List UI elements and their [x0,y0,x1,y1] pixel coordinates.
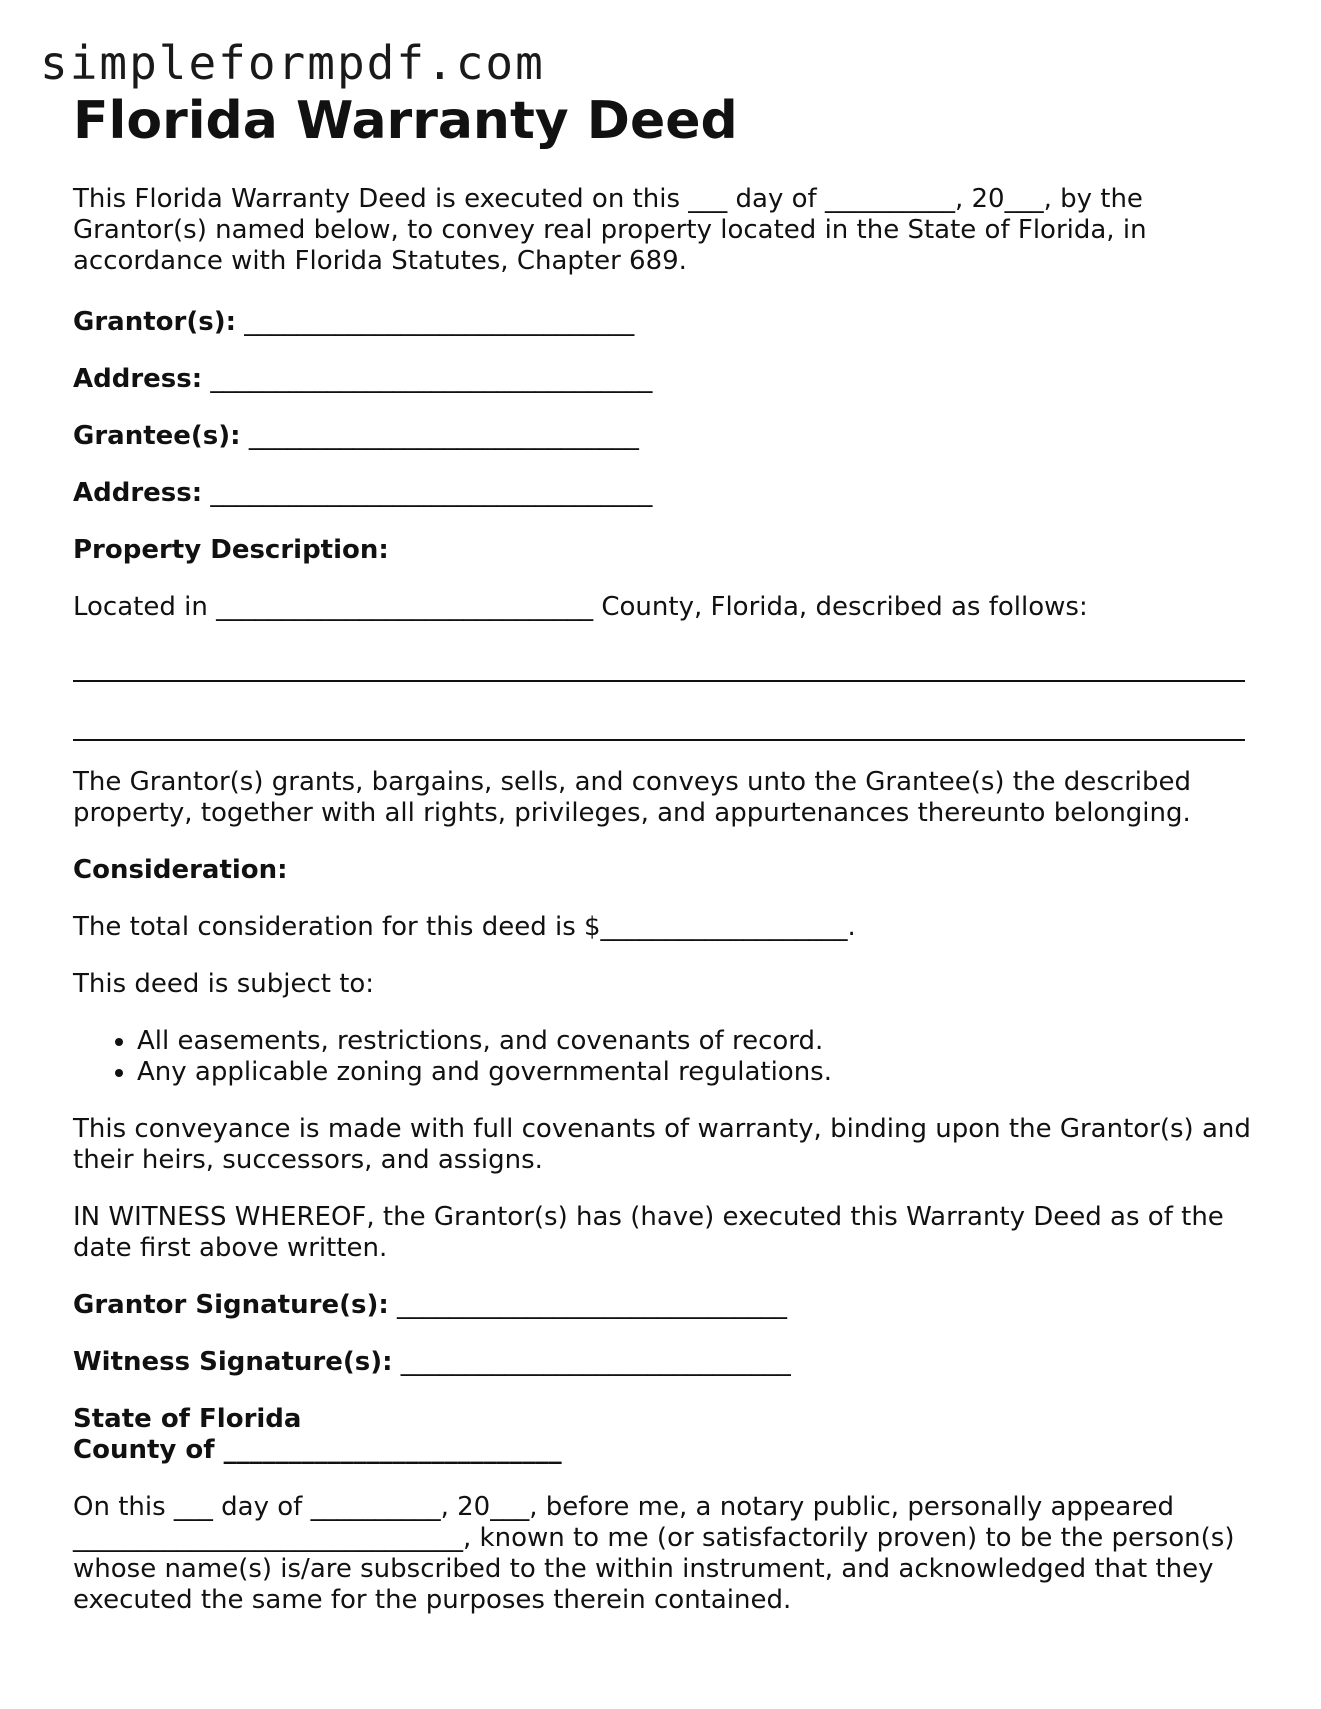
document-title: Florida Warranty Deed [73,91,738,151]
deed-document [73,90,1253,1616]
grantor-field[interactable] [73,307,1253,338]
grantee-address-label: Address: [73,478,203,508]
witness-signature-label: Witness Signature(s): [73,1347,393,1377]
consideration-amount-line[interactable]: The total consideration for this deed is $___________________. [73,912,856,942]
grantor-signature-blank[interactable]: ______________________________ [397,1290,787,1320]
grantor-blank[interactable]: ______________________________ [244,307,635,337]
list-item: • All easements, restrictions, and covenants of record. [137,1026,1253,1057]
subject-to-intro: This deed is subject to: [73,969,375,999]
property-description-line-2[interactable] [73,708,1245,741]
warranty-clause: This conveyance is made with full covenants of warranty, binding upon the Grantor(s) and their heirs, successors, and assigns. [73,1114,1251,1175]
property-description-heading: Property Description: [73,535,389,565]
subject-to-list [73,1026,1253,1088]
grant-clause: The Grantor(s) grants, bargains, sells, and conveys unto the Grantee(s) the described property, together with all rights, privileges, and appurtenances thereunto belonging. [73,767,1191,828]
notary-venue [73,1404,1253,1466]
list-item: • Any applicable zoning and governmental regulations. [137,1057,1253,1088]
grantor-label: Grantor(s): [73,307,236,337]
notary-county-field[interactable] [73,1435,1253,1466]
witness-clause: IN WITNESS WHEREOF, the Grantor(s) has (have) executed this Warranty Deed as of the date first above written. [73,1202,1224,1263]
notary-county-blank[interactable]: __________________________ [223,1435,562,1465]
notary-state: State of Florida [73,1404,302,1434]
property-description-line-1[interactable] [73,649,1245,682]
grantee-address-field[interactable] [73,478,1253,509]
notary-county-label: County of [73,1435,215,1465]
consideration-heading: Consideration: [73,855,288,885]
grantee-field[interactable] [73,421,1253,452]
grantee-blank[interactable]: ______________________________ [248,421,639,451]
site-watermark: simpleformpdf.com [40,36,545,90]
grantor-address-field[interactable] [73,364,1253,395]
grantee-label: Grantee(s): [73,421,241,451]
grantor-address-blank[interactable]: __________________________________ [210,364,653,394]
grantor-signature-label: Grantor Signature(s): [73,1290,389,1320]
grantor-address-label: Address: [73,364,203,394]
grantee-address-blank[interactable]: __________________________________ [210,478,653,508]
property-location-line[interactable]: Located in _____________________________ County, Florida, described as follows: [73,592,1088,622]
notary-acknowledgment[interactable]: On this ___ day of __________, 20___, before me, a notary public, personally appeared ______________________________, known to me (or satisfactorily proven) to be the person(s) whose name(s) is/are subscribed to the within instrument, and acknowledged that they executed the same for the purposes therein contained. [73,1492,1235,1615]
grantor-signature-field[interactable] [73,1290,1253,1321]
intro-paragraph: This Florida Warranty Deed is executed on this ___ day of __________, 20___, by the Grantor(s) named below, to convey real property located in the State of Florida, in accordance with Florida Statutes, Chapter 689. [73,184,1147,276]
witness-signature-blank[interactable]: ______________________________ [400,1347,791,1377]
witness-signature-field[interactable] [73,1347,1253,1378]
